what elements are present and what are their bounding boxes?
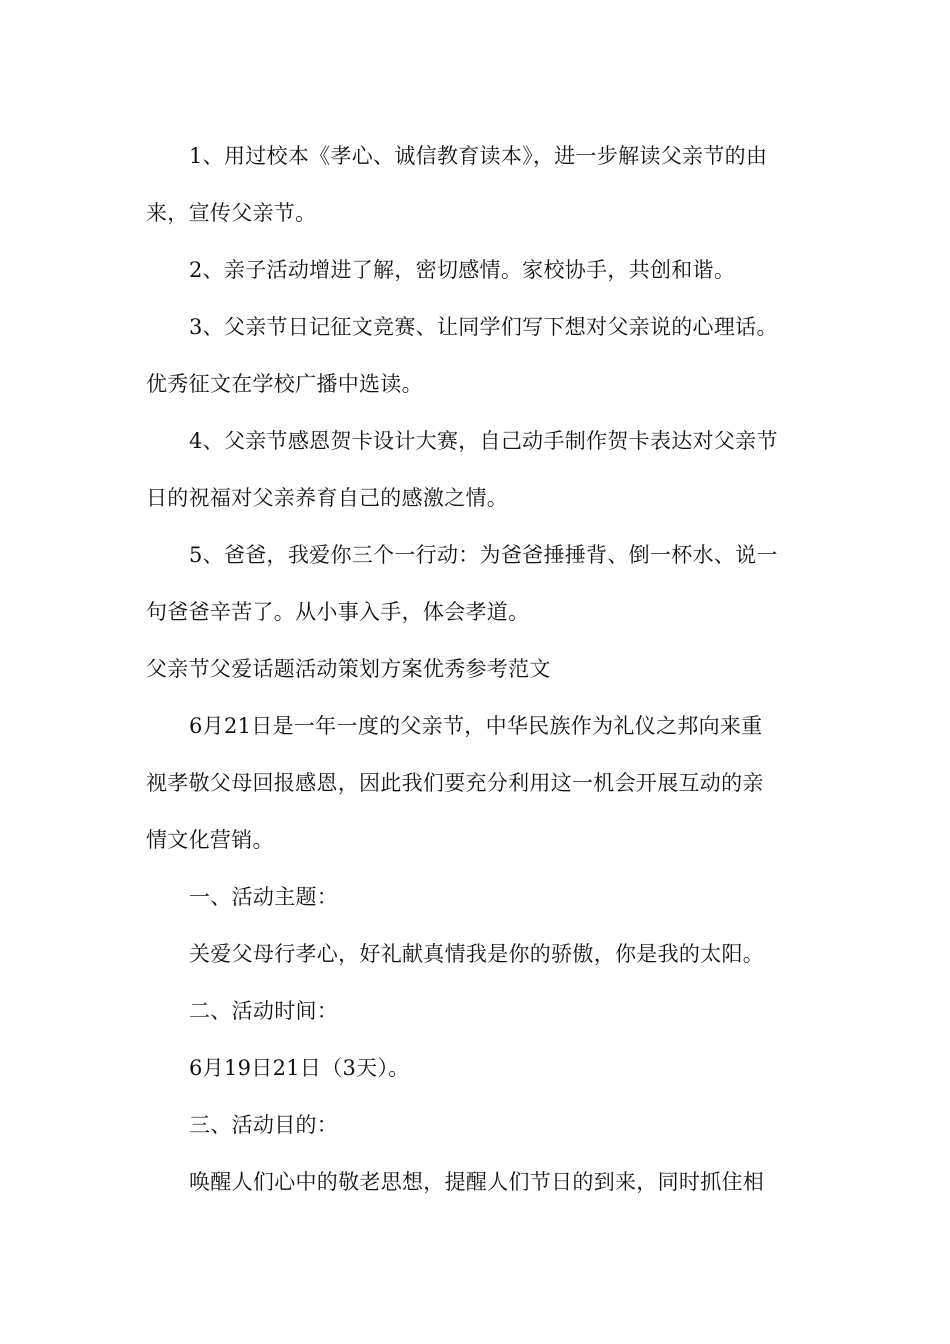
paragraph-line: 2、亲子活动增进了解，密切感情。家校协手，共创和谐。 [189,258,736,282]
section-title: 父亲节父爱话题活动策划方案优秀参考范文 [146,657,551,681]
paragraph-line: 5、爸爸，我爱你三个一行动：为爸爸捶捶背、倒一杯水、说一 [189,543,778,567]
paragraph-line: 来，宣传父亲节。 [146,201,317,225]
paragraph-line: 唤醒人们心中的敬老思想，提醒人们节日的到来，同时抓住相 [189,1170,765,1194]
paragraph-line: 1、用过校本《孝心、诚信教育读本》，进一步解读父亲节的由 [189,144,768,168]
paragraph-line: 3、父亲节日记征文竞赛、让同学们写下想对父亲说的心理话。 [189,315,778,339]
paragraph-line: 日的祝福对父亲养育自己的感激之情。 [146,486,509,510]
paragraph-line: 关爱父母行孝心，好礼献真情我是你的骄傲，你是我的太阳。 [189,942,765,966]
section-heading: 三、活动目的： [189,1113,339,1137]
paragraph-line: 情文化营销。 [146,828,274,852]
paragraph-line: 6月21日是一年一度的父亲节，中华民族作为礼仪之邦向来重 [189,714,763,738]
document-body [146,128,810,1211]
section-heading: 一、活动主题： [189,885,339,909]
paragraph-line: 优秀征文在学校广播中选读。 [146,372,423,396]
section-heading: 二、活动时间： [189,999,339,1023]
paragraph-line: 视孝敬父母回报感恩，因此我们要充分利用这一机会开展互动的亲 [146,771,764,795]
paragraph-line: 4、父亲节感恩贺卡设计大赛，自己动手制作贺卡表达对父亲节 [189,429,778,453]
paragraph-line: 句爸爸辛苦了。从小事入手，体会孝道。 [146,600,530,624]
paragraph-line: 6月19日21日（3天）。 [189,1056,410,1080]
